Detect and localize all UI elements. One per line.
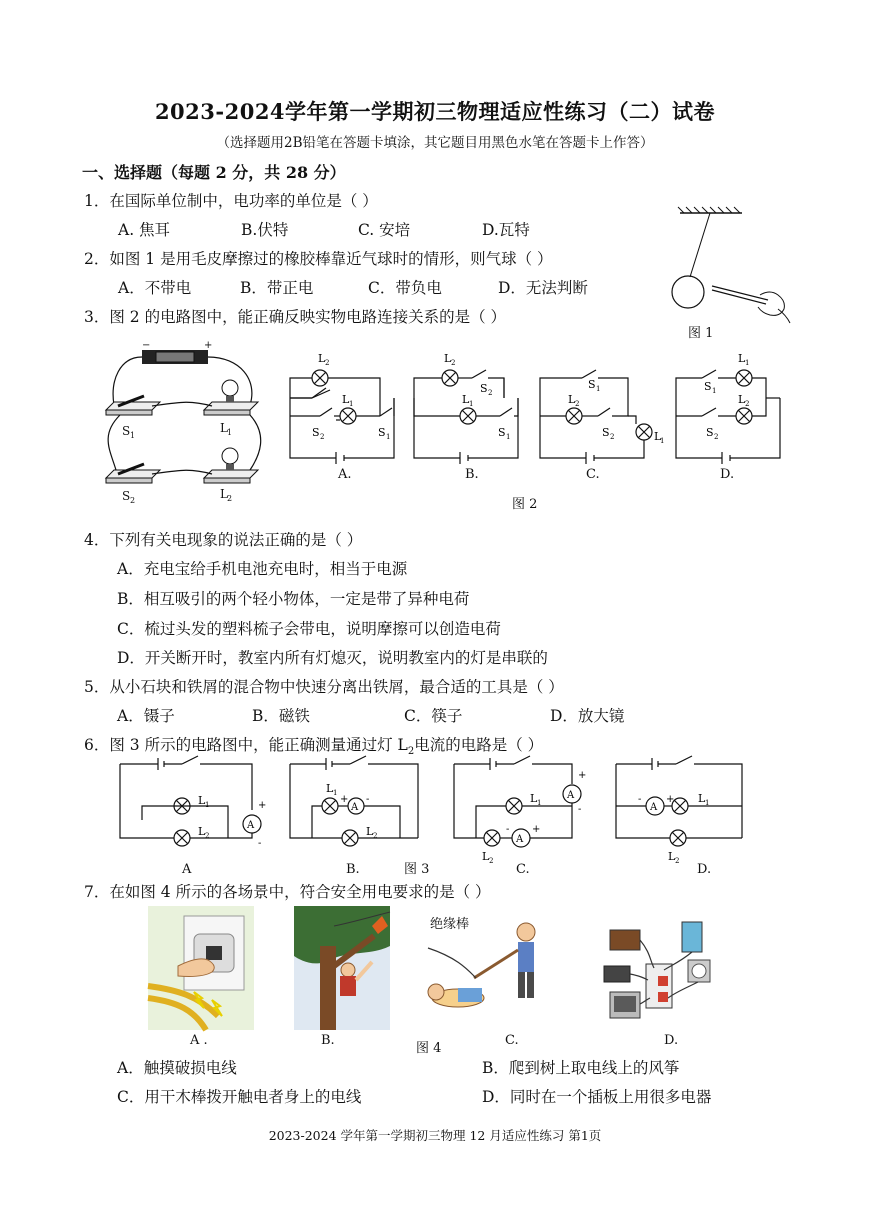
svg-text:1: 1 (506, 433, 511, 441)
figure-4-caption: 图 4 (416, 1041, 442, 1056)
svg-text:+: + (258, 800, 267, 811)
question-2-stem: 2．如图 1 是用毛皮摩擦过的橡胶棒靠近气球时的情形，则气球（ ） (84, 250, 553, 268)
question-5-option-c: C．筷子 (404, 707, 463, 725)
svg-text:S: S (312, 426, 320, 439)
question-6-stem-end: 电流的电路是（ ） (414, 736, 544, 754)
question-7-option-b: B．爬到树上取电线上的风筝 (482, 1059, 680, 1077)
svg-text:1: 1 (596, 385, 601, 393)
figure-2-caption: 图 2 (512, 497, 538, 512)
page-subtitle: （选择题用2B铅笔在答题卡填涂，其它题目用黑色水笔在答题卡上作答） (216, 135, 654, 151)
question-2-option-b: B．带正电 (240, 279, 314, 297)
figure-2-letter-d: D. (720, 467, 735, 482)
svg-text:2: 2 (320, 433, 325, 441)
svg-text:L: L (342, 393, 350, 406)
svg-text:+: + (204, 340, 213, 351)
question-7-option-d: D．同时在一个插板上用很多电器 (482, 1088, 712, 1106)
svg-text:A: A (516, 834, 524, 845)
svg-text:L: L (530, 792, 538, 805)
question-1-option-d: D.瓦特 (482, 221, 530, 239)
question-5-option-d: D．放大镜 (550, 707, 625, 725)
question-7-stem: 7．在如图 4 所示的各场景中，符合安全用电要求的是（ ） (84, 883, 491, 901)
figure-2-real-circuit (100, 340, 268, 505)
question-3-stem: 3．图 2 的电路图中，能正确反映实物电路连接关系的是（ ） (84, 308, 507, 326)
figure-4-scene-c-insulating-rod (428, 918, 552, 1026)
svg-text:1: 1 (386, 433, 391, 441)
question-1-stem: 1．在国际单位制中，电功率的单位是（ ） (84, 192, 378, 210)
figure-4-letter-b: B. (321, 1033, 335, 1048)
svg-text:+: + (578, 770, 587, 781)
svg-text:1: 1 (537, 799, 542, 807)
svg-text:S: S (122, 489, 131, 503)
figure-1-caption: 图 1 (688, 326, 714, 341)
svg-text:+: + (666, 794, 675, 805)
svg-text:L: L (462, 393, 470, 406)
question-6-stem-start: 6．图 3 所示的电路图中，能正确测量通过灯 L (84, 736, 408, 754)
question-6-stem-subscript: 2 (407, 746, 415, 758)
figure-3-caption: 图 3 (404, 862, 430, 877)
svg-text:1: 1 (745, 359, 750, 367)
figure-3-circuit-a (112, 756, 272, 858)
figure-4-letter-a: A . (190, 1033, 208, 1048)
svg-text:2: 2 (714, 433, 719, 441)
figure-4-letter-d: D. (664, 1033, 679, 1048)
figure-3-circuit-d (608, 756, 758, 865)
svg-text:S: S (122, 424, 131, 438)
question-6-stem (84, 733, 543, 757)
question-5-option-a: A．镊子 (117, 707, 175, 725)
figure-2-letter-c: C. (586, 467, 600, 482)
svg-text:1: 1 (333, 789, 338, 797)
svg-text:L: L (698, 792, 706, 805)
svg-text:2: 2 (227, 494, 233, 503)
svg-text:1: 1 (227, 428, 233, 437)
svg-text:A: A (247, 820, 255, 831)
svg-text:-: - (506, 824, 510, 835)
svg-text:A: A (650, 802, 658, 813)
svg-text:S: S (706, 426, 714, 439)
question-7-option-a: A．触摸破损电线 (117, 1059, 237, 1077)
svg-text:S: S (588, 378, 596, 391)
figure-2-circuit-b (406, 348, 526, 466)
figure-3-circuit-c (446, 756, 596, 865)
svg-text:L: L (568, 393, 576, 406)
svg-text:S: S (480, 382, 488, 395)
svg-text:A: A (351, 802, 359, 813)
figure-4-insulating-rod-label: 绝缘棒 (430, 917, 470, 932)
question-1-option-c: C. 安培 (358, 221, 411, 239)
svg-text:L: L (668, 850, 676, 863)
question-4-option-c: C．梳过头发的塑料梳子会带电，说明摩擦可以创造电荷 (117, 620, 501, 638)
figure-4-scene-b-tree-kite (294, 906, 390, 1030)
svg-text:-: - (578, 804, 582, 815)
figure-2-circuit-a (282, 348, 402, 466)
question-4-option-b: B．相互吸引的两个轻小物体，一定是带了异种电荷 (117, 590, 470, 608)
page-title: 2023-2024学年第一学期初三物理适应性练习（二）试卷 (154, 99, 716, 124)
svg-text:L: L (220, 487, 228, 501)
svg-text:2: 2 (130, 496, 136, 505)
question-5-stem: 5．从小石块和铁屑的混合物中快速分离出铁屑，最合适的工具是（ ） (84, 678, 564, 696)
svg-text:2: 2 (325, 359, 330, 367)
svg-text:1: 1 (712, 387, 717, 395)
svg-text:2: 2 (205, 832, 210, 840)
svg-text:2: 2 (610, 433, 615, 441)
figure-3-circuit-b (282, 756, 432, 858)
figure-2-letter-a: A. (338, 467, 352, 482)
question-5-option-b: B．磁铁 (252, 707, 310, 725)
svg-text:1: 1 (705, 799, 710, 807)
question-2-option-a: A．不带电 (118, 279, 192, 297)
svg-text:L: L (366, 825, 374, 838)
svg-text:L: L (220, 421, 228, 435)
question-2-option-c: C．带负电 (368, 279, 442, 297)
svg-text:L: L (738, 393, 746, 406)
svg-text:1: 1 (349, 400, 354, 408)
svg-text:-: - (258, 838, 262, 849)
svg-text:L: L (444, 352, 452, 365)
figure-2-circuit-d (668, 348, 788, 466)
question-4-option-d: D．开关断开时，教室内所有灯熄灭，说明教室内的灯是串联的 (117, 649, 548, 667)
svg-text:2: 2 (488, 389, 493, 397)
svg-text:2: 2 (451, 359, 456, 367)
question-7-option-c: C．用干木棒拨开触电者身上的电线 (117, 1088, 362, 1106)
section-heading: 一、选择题（每题 2 分，共 28 分） (82, 163, 346, 182)
svg-text:1: 1 (205, 801, 210, 809)
figure-4-letter-c: C. (505, 1033, 519, 1048)
figure-4-scene-d-overloaded-socket (600, 912, 722, 1030)
svg-text:L: L (198, 825, 206, 838)
svg-text:2: 2 (745, 400, 750, 408)
svg-text:-: - (366, 794, 370, 805)
svg-text:L: L (738, 352, 746, 365)
svg-text:2: 2 (675, 857, 680, 865)
svg-text:1: 1 (130, 431, 136, 440)
svg-text:L: L (198, 794, 206, 807)
svg-text:1: 1 (660, 437, 665, 445)
question-4-stem: 4．下列有关电现象的说法正确的是（ ） (84, 531, 363, 549)
svg-text:2: 2 (373, 832, 378, 840)
svg-text:S: S (498, 426, 506, 439)
question-1-option-b: B.伏特 (241, 221, 289, 239)
question-4-option-a: A．充电宝给手机电池充电时，相当于电源 (117, 560, 408, 578)
svg-text:L: L (482, 850, 490, 863)
figure-3-letter-a: A (182, 862, 192, 877)
figure-2-letter-b: B. (465, 467, 479, 482)
svg-text:-: - (638, 794, 642, 805)
svg-text:1: 1 (469, 400, 474, 408)
svg-text:+: + (340, 794, 349, 805)
question-2-option-d: D．无法判断 (498, 279, 588, 297)
svg-text:−: − (142, 340, 151, 351)
svg-text:L: L (318, 352, 326, 365)
svg-text:2: 2 (575, 400, 580, 408)
figure-3-letter-b: B. (346, 862, 360, 877)
svg-text:2: 2 (489, 857, 494, 865)
svg-text:S: S (378, 426, 386, 439)
figure-3-letter-c: C. (516, 862, 530, 877)
figure-2-circuit-c (532, 348, 665, 466)
svg-text:L: L (326, 782, 334, 795)
svg-text:S: S (704, 380, 712, 393)
figure-3-letter-d: D. (697, 862, 712, 877)
svg-text:S: S (602, 426, 610, 439)
svg-text:L: L (654, 430, 662, 443)
svg-text:A: A (567, 790, 575, 801)
page-footer: 2023-2024 学年第一学期初三物理 12 月适应性练习 第1页 (268, 1128, 602, 1143)
figure-4-scene-a-damaged-wire (148, 906, 254, 1030)
figure-1-balloon-rod (660, 205, 795, 345)
question-1-option-a: A. 焦耳 (118, 221, 171, 239)
svg-text:+: + (532, 824, 541, 835)
